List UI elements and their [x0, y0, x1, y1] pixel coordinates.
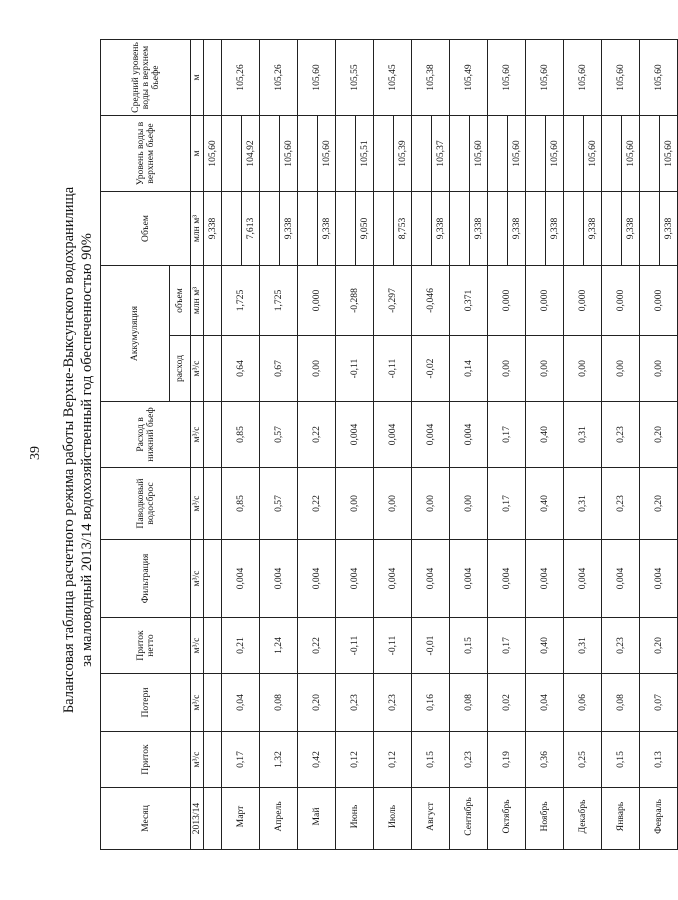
mean-level-cell: 105,55: [336, 40, 374, 116]
flood-spillway-cell: 0,00: [450, 468, 488, 540]
inflow-cell: 1,32: [260, 732, 298, 788]
downstream-flow-cell: 0,20: [640, 402, 678, 468]
losses-cell: 0,23: [336, 674, 374, 732]
inflow-cell: 0,36: [526, 732, 564, 788]
volume-cell: 9,338: [546, 192, 564, 266]
accumulation-volume-cell: 0,000: [298, 266, 336, 336]
downstream-flow-cell: 0,31: [564, 402, 602, 468]
flood-spillway-cell: 0,40: [526, 468, 564, 540]
mean-level-cell: 105,60: [640, 40, 678, 116]
filtration-cell: 0,004: [488, 540, 526, 618]
level-cell: 105,39: [394, 116, 412, 192]
volume-cell: 9,338: [318, 192, 336, 266]
units-volume: млн м³: [191, 192, 204, 266]
header-losses: Потери: [101, 674, 191, 732]
filtration-cell: 0,004: [336, 540, 374, 618]
month-name: Февраль: [640, 788, 678, 850]
downstream-flow-cell: 0,004: [336, 402, 374, 468]
inflow-cell: 0,19: [488, 732, 526, 788]
volume-cell: 9,338: [470, 192, 488, 266]
flood-spillway-cell: 0,00: [374, 468, 412, 540]
level-cell: 105,60: [318, 116, 336, 192]
net-inflow-cell: 0,17: [488, 618, 526, 674]
header-net-inflow: Приток нетто: [101, 618, 191, 674]
mean-level-cell: 105,45: [374, 40, 412, 116]
inflow-cell: 0,17: [222, 732, 260, 788]
units-mean-level-upstream: м: [191, 40, 204, 116]
units-net-inflow: м³/с: [191, 618, 204, 674]
flood-spillway-cell: 0,22: [298, 468, 336, 540]
net-inflow-cell: 0,40: [526, 618, 564, 674]
accumulation-flow-cell: 0,67: [260, 336, 298, 402]
inflow-cell: 0,12: [374, 732, 412, 788]
level-cell: 105,37: [432, 116, 450, 192]
month-name: Май: [298, 788, 336, 850]
mean-level-cell: 105,49: [450, 40, 488, 116]
accumulation-volume-cell: 0,000: [526, 266, 564, 336]
losses-cell: 0,23: [374, 674, 412, 732]
units-flood-spillway: м³/с: [191, 468, 204, 540]
header-accumulation: Аккумуляция: [101, 266, 170, 402]
accumulation-volume-cell: 1,725: [222, 266, 260, 336]
table-row: [336, 40, 356, 850]
accumulation-flow-cell: 0,00: [602, 336, 640, 402]
month-name: Сентябрь: [450, 788, 488, 850]
net-inflow-cell: 0,23: [602, 618, 640, 674]
volume-cell: 9,338: [432, 192, 450, 266]
flood-spillway-cell: 0,00: [412, 468, 450, 540]
level-cell: 105,60: [660, 116, 678, 192]
accumulation-flow-cell: 0,00: [298, 336, 336, 402]
header-volume: Объем: [101, 192, 191, 266]
units-filtration: м³/с: [191, 540, 204, 618]
filtration-cell: 0,004: [412, 540, 450, 618]
downstream-flow-cell: 0,23: [602, 402, 640, 468]
table-row: [222, 40, 242, 850]
initial-state-row: [204, 40, 222, 850]
inflow-cell: 0,13: [640, 732, 678, 788]
balance-table: [100, 39, 678, 850]
month-name: Июль: [374, 788, 412, 850]
filtration-cell: 0,004: [450, 540, 488, 618]
header-flood-spillway: Паводковый водосброс: [101, 468, 191, 540]
accumulation-volume-cell: 0,371: [450, 266, 488, 336]
accumulation-flow-cell: 0,00: [526, 336, 564, 402]
accumulation-flow-cell: 0,00: [488, 336, 526, 402]
inflow-cell: 0,15: [602, 732, 640, 788]
accumulation-volume-cell: -0,288: [336, 266, 374, 336]
table-row: [260, 40, 280, 850]
losses-cell: 0,06: [564, 674, 602, 732]
header-mean-level-upstream: Средний уровень воды в верхнем бьефе: [101, 40, 191, 116]
header-accumulation-volume: объем: [170, 266, 191, 336]
accumulation-flow-cell: 0,14: [450, 336, 488, 402]
table-row: [564, 40, 584, 850]
losses-cell: 0,16: [412, 674, 450, 732]
filtration-cell: 0,004: [298, 540, 336, 618]
flood-spillway-cell: 0,85: [222, 468, 260, 540]
level-cell: 105,60: [584, 116, 602, 192]
accumulation-volume-cell: -0,297: [374, 266, 412, 336]
downstream-flow-cell: 0,57: [260, 402, 298, 468]
accumulation-flow-cell: 0,00: [564, 336, 602, 402]
flood-spillway-cell: 0,31: [564, 468, 602, 540]
table-row: [450, 40, 470, 850]
net-inflow-cell: 0,20: [640, 618, 678, 674]
month-name: Июнь: [336, 788, 374, 850]
downstream-flow-cell: 0,85: [222, 402, 260, 468]
level-cell: 105,51: [356, 116, 374, 192]
mean-level-cell: 105,26: [260, 40, 298, 116]
net-inflow-cell: -0,01: [412, 618, 450, 674]
level-cell: 105,60: [470, 116, 488, 192]
flood-spillway-cell: 0,23: [602, 468, 640, 540]
net-inflow-cell: -0,11: [374, 618, 412, 674]
table-title-line-1: Балансовая таблица расчетного режима работы Верхне-Выксунского водохранилища: [61, 186, 77, 714]
level-cell: 105,60: [622, 116, 640, 192]
accumulation-flow-cell: -0,11: [336, 336, 374, 402]
net-inflow-cell: 0,22: [298, 618, 336, 674]
units-inflow: м³/с: [191, 732, 204, 788]
level-cell: 105,60: [508, 116, 526, 192]
mean-level-cell: 105,60: [602, 40, 640, 116]
filtration-cell: 0,004: [374, 540, 412, 618]
net-inflow-cell: 1,24: [260, 618, 298, 674]
header-filtration: Фильтрация: [101, 540, 191, 618]
month-name: Октябрь: [488, 788, 526, 850]
accumulation-flow-cell: 0,00: [640, 336, 678, 402]
mean-level-cell: 105,26: [222, 40, 260, 116]
net-inflow-cell: 0,21: [222, 618, 260, 674]
net-inflow-cell: -0,11: [336, 618, 374, 674]
month-name: Декабрь: [564, 788, 602, 850]
units-year: 2013/14: [191, 788, 204, 850]
month-name: Август: [412, 788, 450, 850]
filtration-cell: 0,004: [526, 540, 564, 618]
downstream-flow-cell: 0,004: [450, 402, 488, 468]
net-inflow-cell: 0,31: [564, 618, 602, 674]
mean-level-cell: 105,38: [412, 40, 450, 116]
volume-cell: 9,338: [660, 192, 678, 266]
losses-cell: 0,08: [450, 674, 488, 732]
page-number: 39: [28, 446, 43, 460]
accumulation-volume-cell: -0,046: [412, 266, 450, 336]
table-row: [374, 40, 394, 850]
header-inflow: Приток: [101, 732, 191, 788]
table-row: [526, 40, 546, 850]
month-name: Апрель: [260, 788, 298, 850]
losses-cell: 0,08: [260, 674, 298, 732]
accumulation-volume-cell: 0,000: [602, 266, 640, 336]
level-cell: 104,92: [242, 116, 260, 192]
level-cell: 105,60: [280, 116, 298, 192]
month-name: Январь: [602, 788, 640, 850]
mean-level-cell: 105,60: [526, 40, 564, 116]
month-name: Март: [222, 788, 260, 850]
inflow-cell: 0,42: [298, 732, 336, 788]
table-row: [640, 40, 660, 850]
table-row: [602, 40, 622, 850]
table-row: [298, 40, 318, 850]
inflow-cell: 0,23: [450, 732, 488, 788]
net-inflow-cell: 0,15: [450, 618, 488, 674]
mean-level-cell: 105,60: [564, 40, 602, 116]
table-row: [412, 40, 432, 850]
losses-cell: 0,08: [602, 674, 640, 732]
flood-spillway-cell: 0,00: [336, 468, 374, 540]
volume-cell: 9,338: [584, 192, 602, 266]
initial-volume: 9,338: [204, 192, 222, 266]
flood-spillway-cell: 0,57: [260, 468, 298, 540]
filtration-cell: 0,004: [222, 540, 260, 618]
losses-cell: 0,20: [298, 674, 336, 732]
downstream-flow-cell: 0,17: [488, 402, 526, 468]
inflow-cell: 0,15: [412, 732, 450, 788]
downstream-flow-cell: 0,004: [412, 402, 450, 468]
filtration-cell: 0,004: [260, 540, 298, 618]
filtration-cell: 0,004: [564, 540, 602, 618]
losses-cell: 0,04: [222, 674, 260, 732]
volume-cell: 9,338: [280, 192, 298, 266]
table-title-line-2: за маловодный 2013/14 водохозяйственный год обеспеченностью 90%: [79, 233, 95, 667]
mean-level-cell: 105,60: [488, 40, 526, 116]
mean-level-cell: 105,60: [298, 40, 336, 116]
volume-cell: 9,338: [622, 192, 640, 266]
units-losses: м³/с: [191, 674, 204, 732]
losses-cell: 0,02: [488, 674, 526, 732]
flood-spillway-cell: 0,17: [488, 468, 526, 540]
downstream-flow-cell: 0,22: [298, 402, 336, 468]
accumulation-volume-cell: 0,000: [488, 266, 526, 336]
accumulation-flow-cell: 0,64: [222, 336, 260, 402]
flood-spillway-cell: 0,20: [640, 468, 678, 540]
downstream-flow-cell: 0,004: [374, 402, 412, 468]
units-level-upstream: м: [191, 116, 204, 192]
header-month: Месяц: [101, 788, 191, 850]
losses-cell: 0,04: [526, 674, 564, 732]
header-level-upstream: Уровень воды в верхнем бьефе: [101, 116, 191, 192]
filtration-cell: 0,004: [602, 540, 640, 618]
accumulation-flow-cell: -0,02: [412, 336, 450, 402]
units-accumulation-volume: млн м³: [191, 266, 204, 336]
inflow-cell: 0,12: [336, 732, 374, 788]
volume-cell: 9,338: [508, 192, 526, 266]
units-accumulation-flow: м³/с: [191, 336, 204, 402]
month-name: Ноябрь: [526, 788, 564, 850]
accumulation-volume-cell: 0,000: [564, 266, 602, 336]
accumulation-volume-cell: 0,000: [640, 266, 678, 336]
header-downstream-flow: Расход в нижний бьеф: [101, 402, 191, 468]
downstream-flow-cell: 0,40: [526, 402, 564, 468]
header-accumulation-flow: расход: [170, 336, 191, 402]
inflow-cell: 0,25: [564, 732, 602, 788]
volume-cell: 9,050: [356, 192, 374, 266]
accumulation-volume-cell: 1,725: [260, 266, 298, 336]
units-downstream-flow: м³/с: [191, 402, 204, 468]
losses-cell: 0,07: [640, 674, 678, 732]
accumulation-flow-cell: -0,11: [374, 336, 412, 402]
level-cell: 105,60: [546, 116, 564, 192]
volume-cell: 7,613: [242, 192, 260, 266]
initial-level: 105,60: [204, 116, 222, 192]
table-row: [488, 40, 508, 850]
filtration-cell: 0,004: [640, 540, 678, 618]
volume-cell: 8,753: [394, 192, 412, 266]
